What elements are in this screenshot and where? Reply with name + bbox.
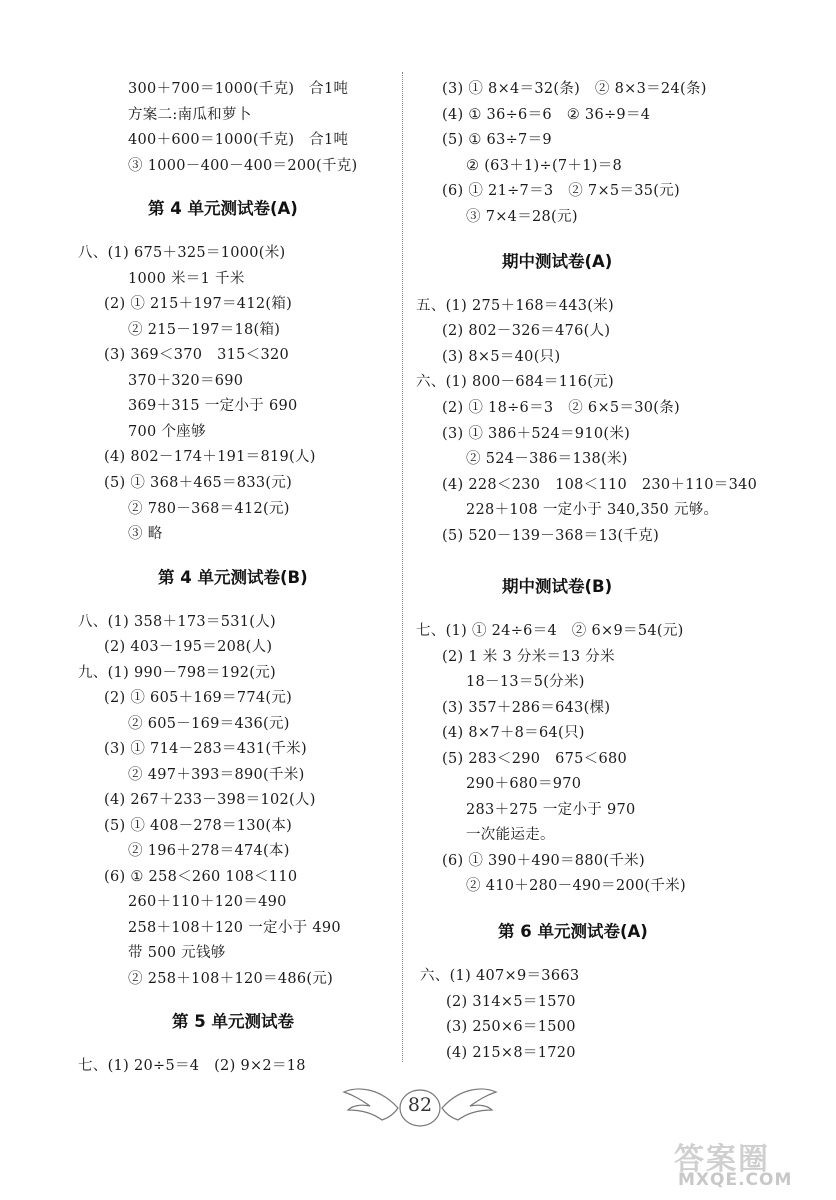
- answer-line: 258＋108＋120 一定小于 490: [128, 920, 341, 936]
- answer-line: 方案二:南瓜和萝卜: [128, 107, 252, 123]
- answer-line: 300＋700＝1000(千克) 合1吨: [128, 81, 349, 97]
- answer-line: ③ 略: [128, 526, 163, 542]
- answer-line: (4) ① 36÷6＝6 ② 36÷9＝4: [442, 107, 651, 123]
- answer-line: 六、(1) 407×9＝3663: [420, 968, 580, 984]
- answer-line: (2) 403－195＝208(人): [104, 639, 273, 655]
- page-number: 82: [407, 1094, 433, 1116]
- answer-line: 五、(1) 275＋168＝443(米): [416, 298, 614, 314]
- answer-line: (5) ① 368＋465＝833(元): [104, 475, 293, 491]
- answer-line: (3) 369＜370 315＜320: [104, 347, 290, 363]
- answer-line: (6) ① 21÷7＝3 ② 7×5＝35(元): [442, 183, 680, 199]
- answer-line: (2) 802－326＝476(人): [442, 323, 611, 339]
- section-title-unit5: 第 5 单元测试卷: [172, 1012, 294, 1031]
- answer-line: 700 个座够: [128, 424, 206, 440]
- section-title-unit4b: 第 4 单元测试卷(B): [158, 568, 308, 587]
- answer-line: ② 605－169＝436(元): [128, 716, 290, 732]
- answer-line: 290＋680＝970: [466, 776, 582, 792]
- answer-line: ③ 1000－400－400＝200(千克): [128, 158, 358, 174]
- answer-line: (4) 802－174＋191＝819(人): [104, 449, 316, 465]
- answer-line: 七、(1) ① 24÷6＝4 ② 6×9＝54(元): [416, 623, 684, 639]
- answer-line: (5) 283＜290 675＜680: [442, 751, 628, 767]
- column-divider: [402, 72, 403, 1062]
- answer-line: ② 196＋278＝474(本): [128, 843, 290, 859]
- section-title-unit4a: 第 4 单元测试卷(A): [148, 199, 298, 218]
- section-title-unit6a: 第 6 单元测试卷(A): [498, 922, 648, 941]
- answer-line: (6) ① 258＜260 108＜110: [104, 869, 298, 885]
- answer-line: 七、(1) 20÷5＝4 (2) 9×2＝18: [78, 1058, 306, 1074]
- answer-line: ② (63＋1)÷(7＋1)＝8: [466, 158, 623, 174]
- answer-line: (2) 314×5＝1570: [446, 994, 576, 1010]
- answer-line: (2) ① 18÷6＝3 ② 6×5＝30(条): [442, 400, 680, 416]
- answer-line: ③ 7×4＝28(元): [466, 209, 578, 225]
- answer-line: (5) ① 63÷7＝9: [442, 132, 552, 148]
- answer-line: (2) ① 215＋197＝412(箱): [104, 296, 293, 312]
- answer-line: (3) ① 386＋524＝910(米): [442, 426, 631, 442]
- answer-line: 369＋315 一定小于 690: [128, 398, 298, 414]
- answer-line: (5) 520－139－368＝13(千克): [442, 528, 660, 544]
- watermark-logo: [674, 1132, 824, 1192]
- answer-line: (4) 228＜230 108＜110 230＋110＝340: [442, 477, 758, 493]
- answer-line: ② 215－197＝18(箱): [128, 322, 281, 338]
- answer-line: (4) 8×7＋8＝64(只): [442, 725, 585, 741]
- answer-line: 1000 米＝1 千米: [128, 271, 245, 287]
- watermark-url-text: MXQE.COM: [678, 1170, 793, 1190]
- answer-line: 370＋320＝690: [128, 373, 244, 389]
- answer-line: ② 410＋280－490＝200(千米): [466, 878, 686, 894]
- answer-line: 260＋110＋120＝490: [128, 894, 287, 910]
- answer-line: (2) ① 605＋169＝774(元): [104, 690, 293, 706]
- answer-line: (3) 357＋286＝643(棵): [442, 700, 611, 716]
- section-title-midterm-a: 期中测试卷(A): [502, 252, 613, 271]
- answer-line: (4) 267＋233－398＝102(人): [104, 792, 316, 808]
- answer-line: 八、(1) 358＋173＝531(人): [78, 614, 276, 630]
- answer-line: (3) ① 8×4＝32(条) ② 8×3＝24(条): [442, 81, 707, 97]
- answer-line: ② 258＋108＋120＝486(元): [128, 971, 334, 987]
- answer-line: 18－13＝5(分米): [466, 674, 585, 690]
- answer-line: (4) 215×8＝1720: [446, 1045, 576, 1061]
- answer-line: (3) 8×5＝40(只): [442, 349, 561, 365]
- answer-line: ② 497＋393＝890(千米): [128, 767, 305, 783]
- answer-line: 400＋600＝1000(千克) 合1吨: [128, 132, 349, 148]
- page-number-ornament: [340, 1078, 500, 1138]
- watermark-main-text: 答案圈: [674, 1142, 770, 1177]
- answer-line: (5) ① 408－278＝130(本): [104, 818, 293, 834]
- answer-line: (3) 250×6＝1500: [446, 1019, 576, 1035]
- answer-line: 带 500 元钱够: [128, 945, 226, 961]
- answer-line: 283＋275 一定小于 970: [466, 802, 636, 818]
- answer-line: (3) ① 714－283＝431(千米): [104, 741, 307, 757]
- answer-line: 九、(1) 990－798＝192(元): [78, 665, 276, 681]
- answer-line: 六、(1) 800－684＝116(元): [416, 374, 614, 390]
- section-title-midterm-b: 期中测试卷(B): [502, 577, 613, 596]
- answer-line: ② 780－368＝412(元): [128, 501, 290, 517]
- answer-line: (2) 1 米 3 分米＝13 分米: [442, 649, 615, 665]
- answer-line: 一次能运走。: [466, 827, 555, 843]
- answer-line: 八、(1) 675＋325＝1000(米): [78, 245, 286, 261]
- answer-line: ② 524－386＝138(米): [466, 451, 628, 467]
- answer-line: (6) ① 390＋490＝880(千米): [442, 853, 645, 869]
- answer-line: 228＋108 一定小于 340,350 元够。: [466, 502, 719, 518]
